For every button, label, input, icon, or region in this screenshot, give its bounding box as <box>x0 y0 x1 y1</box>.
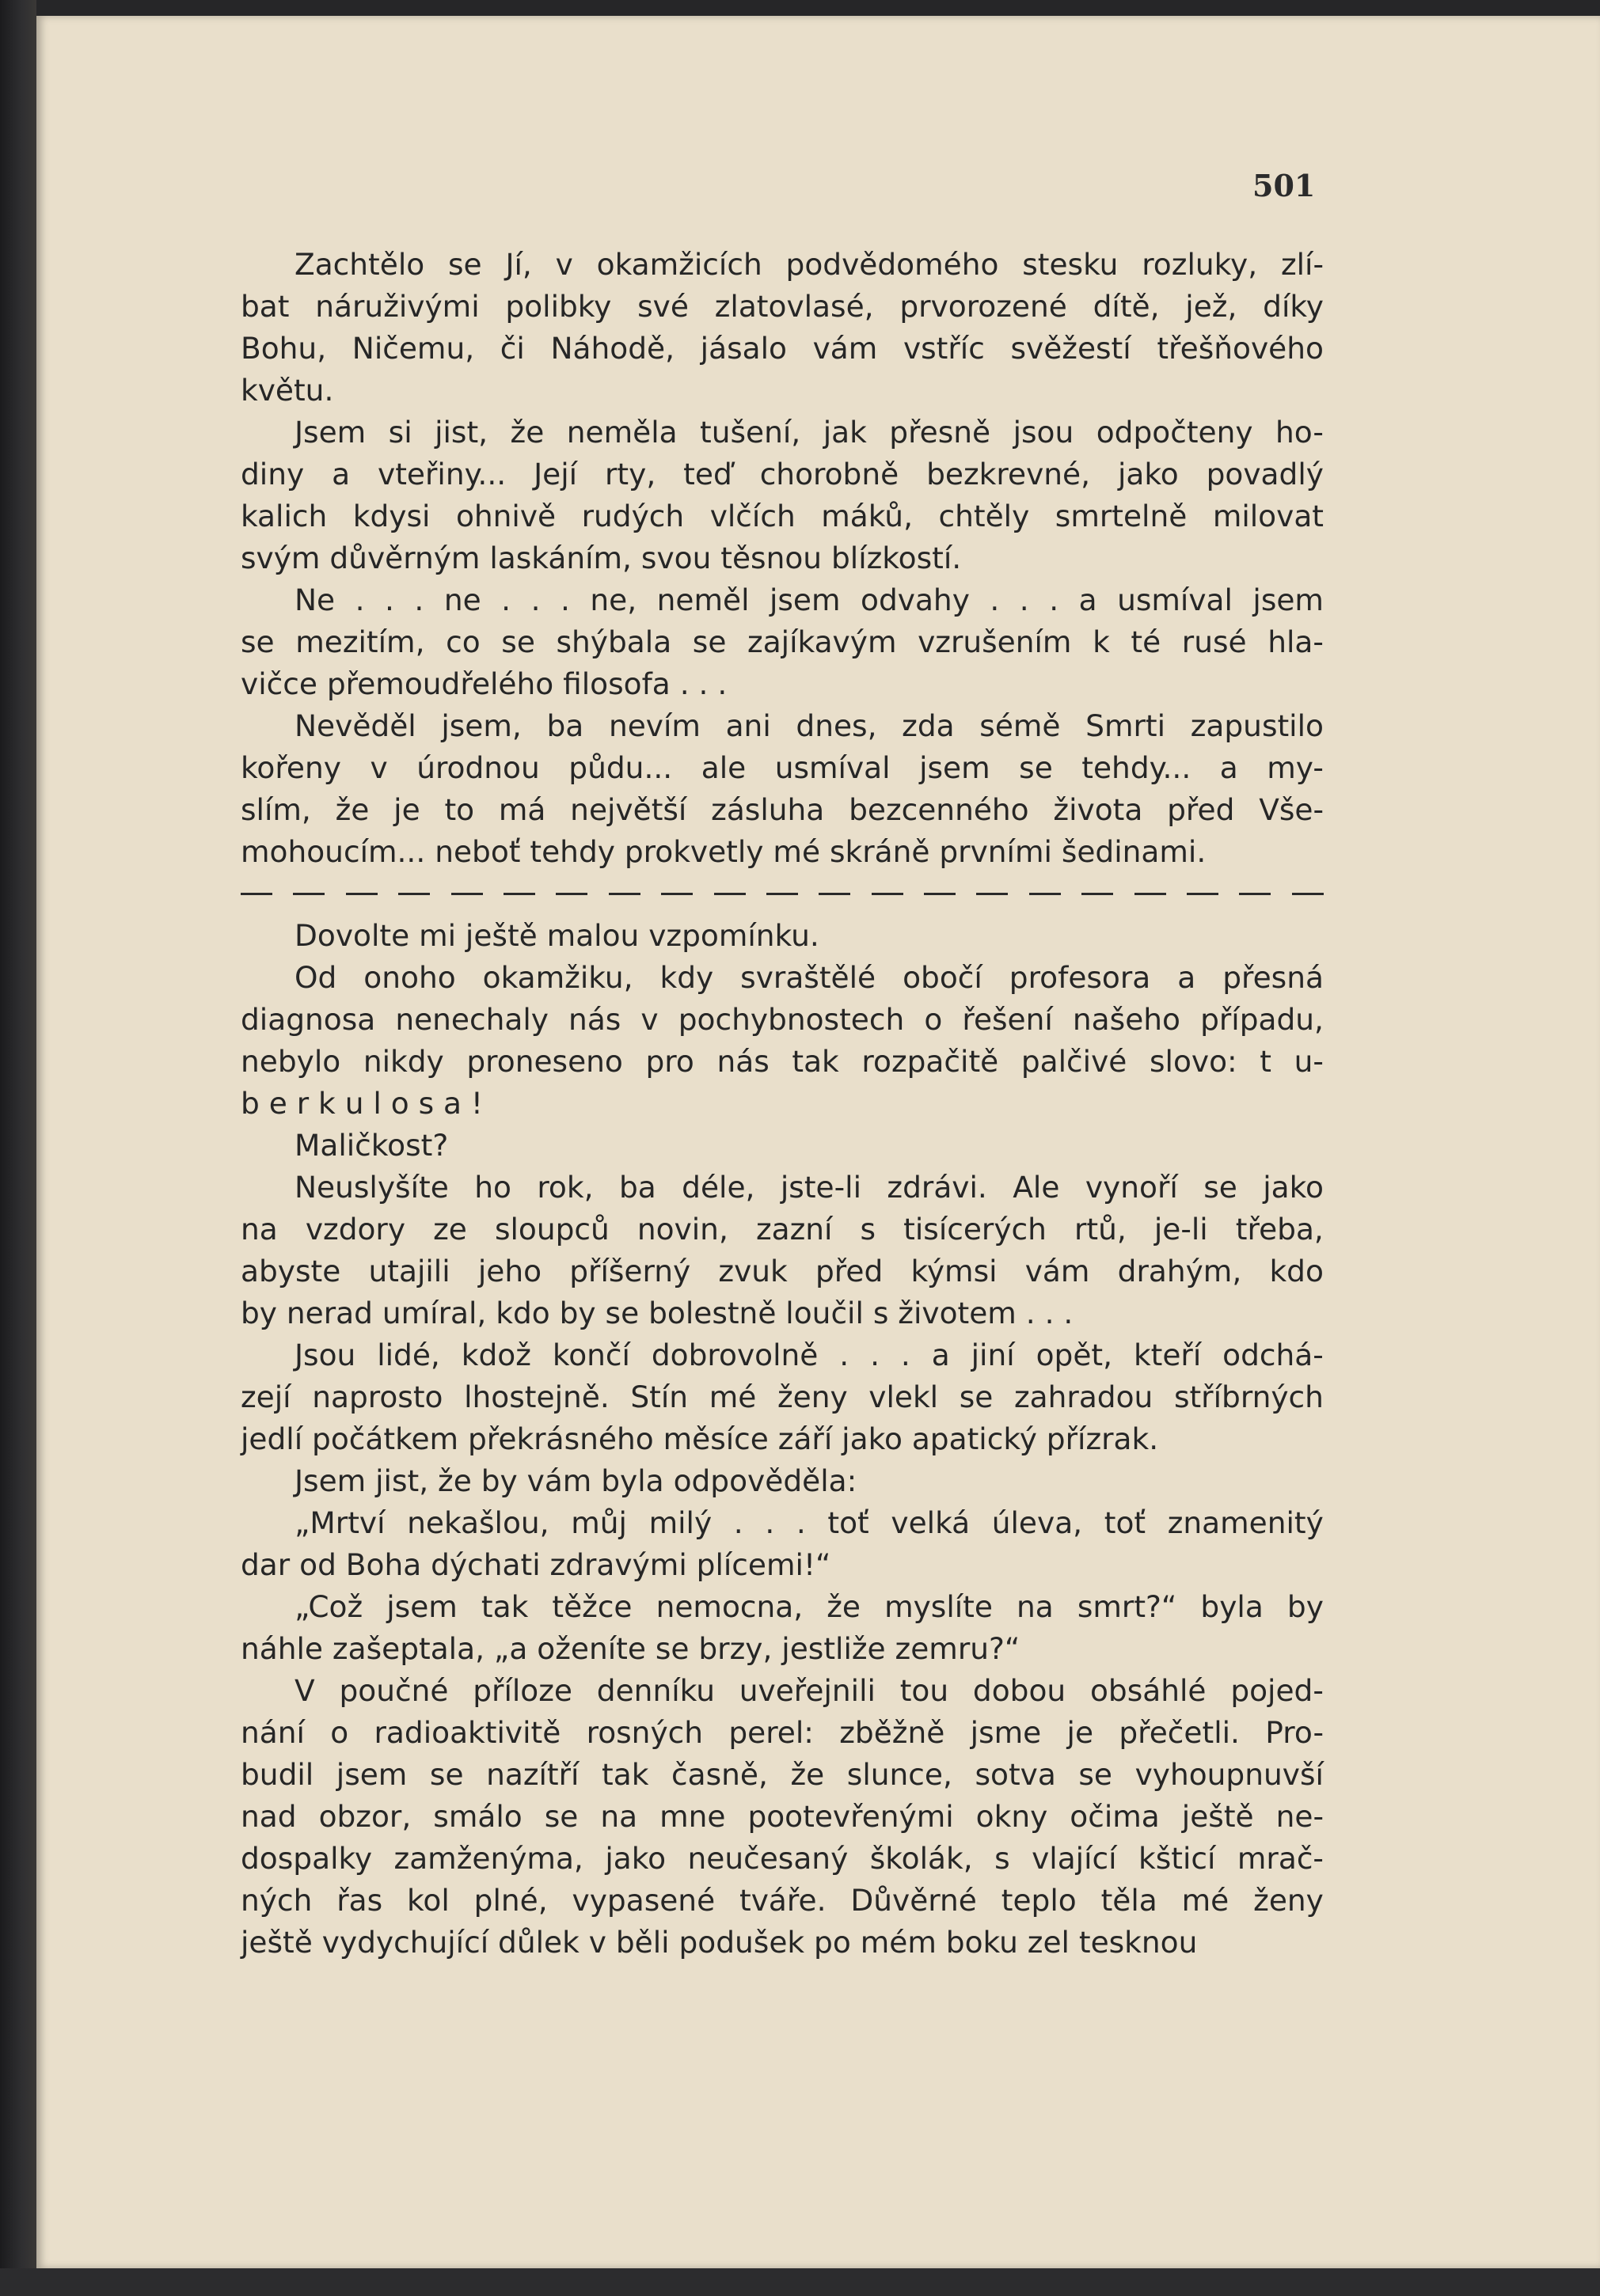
separator-dash <box>1134 893 1166 895</box>
separator-dash <box>556 893 587 895</box>
text-line: kalich kdysi ohnivě rudých vlčích máků, chtěly smrtelně milovat <box>241 499 1324 533</box>
text-line: Bohu, Ničemu, či Náhodě, jásalo vám vstříc svěžestí třešňového <box>241 331 1324 366</box>
text-line: kořeny v úrodnou půdu... ale usmíval jsem se tehdy... a my- <box>241 750 1324 785</box>
text-line: diagnosa nenechaly nás v pochybnostech o řešení našeho případu, <box>241 1002 1324 1037</box>
separator-dash <box>1239 893 1271 895</box>
page-number: 501 <box>1252 168 1316 203</box>
separator-dash <box>872 893 903 895</box>
text-line: na vzdory ze sloupců novin, zazní s tisícerých rtů, je-li třeba, <box>241 1212 1324 1247</box>
text-line: abyste utajili jeho příšerný zvuk před kýmsi vám drahým, kdo <box>241 1254 1324 1288</box>
text-line: jedlí počátkem překrásného měsíce září jako apatický přízrak. <box>241 1421 1159 1456</box>
text-line: dar od Boha dýchati zdravými plícemi!“ <box>241 1547 831 1582</box>
separator-dash <box>451 893 483 895</box>
text-line: nad obzor, smálo se na mne pootevřenými okny očima ještě ne- <box>241 1799 1324 1834</box>
separator-dash <box>924 893 956 895</box>
text-line: Od onoho okamžiku, kdy svraštělé obočí profesora a přesná <box>295 960 1324 995</box>
separator-dash <box>1029 893 1061 895</box>
text-line: květu. <box>241 373 334 408</box>
text-line: náhle zašeptala, „a oženíte se brzy, jestliže zemru?“ <box>241 1631 1020 1666</box>
text-line: vičce přemoudřelého filosofa . . . <box>241 666 728 701</box>
separator-dash <box>398 893 430 895</box>
text-line: „Což jsem tak těžce nemocna, že myslíte na smrt?“ byla by <box>295 1589 1324 1624</box>
text-line: dospalky zamženýma, jako neučesaný školák, s vlající kšticí mrač- <box>241 1841 1324 1876</box>
separator-dash <box>504 893 535 895</box>
text-line: diny a vteřiny... Její rty, teď chorobně bezkrevné, jako povadlý <box>241 457 1324 491</box>
separator-dash <box>819 893 850 895</box>
text-line: svým důvěrným laskáním, svou těsnou blízkostí. <box>241 541 962 575</box>
separator-dash <box>1292 893 1324 895</box>
text-line: zejí naprosto lhostejně. Stín mé ženy vlekl se zahradou stříbrných <box>241 1379 1324 1414</box>
separator-dash <box>661 893 693 895</box>
text-line: slím, že je to má největší zásluha bezcenného života před Vše- <box>241 792 1324 827</box>
text-line: b e r k u l o s a ! <box>241 1086 483 1121</box>
separator-dash <box>1187 893 1218 895</box>
separator-dash <box>766 893 798 895</box>
text-line: Maličkost? <box>295 1128 449 1163</box>
separator-dash <box>346 893 378 895</box>
text-line: by nerad umíral, kdo by se bolestně loučil s životem . . . <box>241 1296 1074 1330</box>
text-line: Jsem si jist, že neměla tušení, jak přesně jsou odpočteny ho- <box>295 415 1324 450</box>
separator-dash <box>714 893 746 895</box>
book-spine <box>0 0 36 2296</box>
text-line: budil jsem se nazítří tak časně, že slunce, sotva se vyhoupnuvší <box>241 1757 1324 1792</box>
text-line: Zachtělo se Jí, v okamžicích podvědomého stesku rozluky, zlí- <box>295 247 1324 282</box>
body-text <box>241 244 1324 1964</box>
section-separator <box>241 873 1324 915</box>
text-line: nání o radioaktivitě rosných perel: zběžně jsme je přečetli. Pro- <box>241 1715 1324 1750</box>
text-line: Dovolte mi ještě malou vzpomínku. <box>295 918 819 953</box>
text-line: V poučné příloze denníku uveřejnili tou dobou obsáhlé pojed- <box>295 1673 1324 1708</box>
text-line: mohoucím... neboť tehdy prokvetly mé skráně prvními šedinami. <box>241 834 1207 869</box>
text-line: „Mrtví nekašlou, můj milý . . . toť velká úleva, toť znamenitý <box>295 1505 1324 1540</box>
text-line: Neuslyšíte ho rok, ba déle, jste-li zdrávi. Ale vynoří se jako <box>295 1170 1324 1205</box>
text-line: Jsem jist, že by vám byla odpověděla: <box>295 1463 857 1498</box>
text-line: se mezitím, co se shýbala se zajíkavým vzrušením k té rusé hla- <box>241 624 1324 659</box>
separator-dash <box>241 893 272 895</box>
text-line: bat náruživými polibky své zlatovlasé, prvorozené dítě, jež, díky <box>241 289 1324 324</box>
separator-dash <box>1081 893 1113 895</box>
separator-dash <box>609 893 640 895</box>
text-line: ných řas kol plné, vypasené tváře. Důvěrné teplo těla mé ženy <box>241 1883 1324 1918</box>
text-line: ještě vydychující důlek v běli podušek po mém boku zel tesknou <box>241 1925 1198 1960</box>
text-line: Jsou lidé, kdož končí dobrovolně . . . a jiní opět, kteří odchá- <box>295 1338 1324 1372</box>
scan-bottom-edge <box>0 2268 1600 2296</box>
separator-dash <box>976 893 1008 895</box>
text-line: Nevěděl jsem, ba nevím ani dnes, zda sémě Smrti zapustilo <box>295 708 1324 743</box>
text-line: nebylo nikdy proneseno pro nás tak rozpačitě palčivé slovo: t u- <box>241 1044 1324 1079</box>
text-line: Ne . . . ne . . . ne, neměl jsem odvahy . . . a usmíval jsem <box>295 583 1324 617</box>
separator-dash <box>293 893 325 895</box>
scan-top-edge <box>0 0 1600 16</box>
